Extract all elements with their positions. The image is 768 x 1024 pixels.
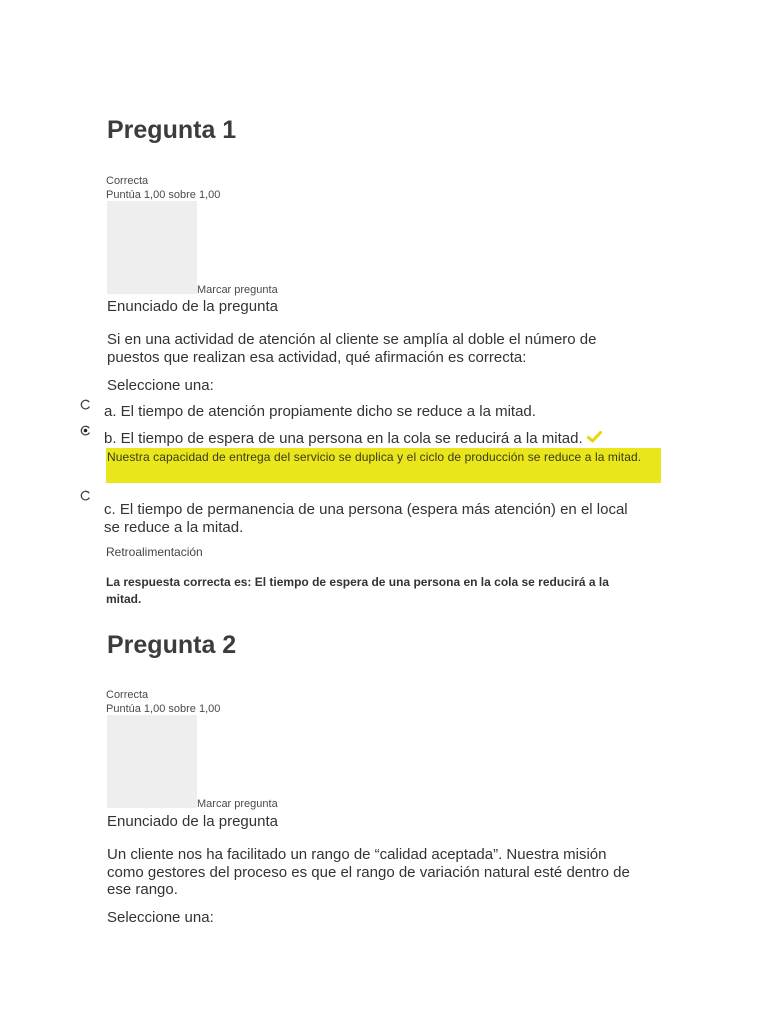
question-1-status: Correcta bbox=[106, 175, 149, 187]
question-1-score: Puntúa 1,00 sobre 1,00 bbox=[106, 189, 221, 201]
question-2-flag-image[interactable] bbox=[107, 715, 197, 808]
question-2-info bbox=[106, 688, 220, 716]
radio-empty-icon[interactable] bbox=[80, 399, 91, 410]
question-1-flag-image[interactable] bbox=[107, 201, 197, 294]
question-1-feedback-label: Retroalimentación bbox=[106, 545, 203, 559]
question-1-option-b[interactable] bbox=[104, 430, 602, 448]
question-1-correct-answer: La respuesta correcta es: El tiempo de espera de una persona en la cola se reducirá a la mitad. bbox=[106, 575, 609, 606]
question-1-option-b-label: b. El tiempo de espera de una persona en la cola se reducirá a la mitad. bbox=[104, 430, 583, 447]
question-1-flag-link[interactable]: Marcar pregunta bbox=[197, 284, 278, 296]
question-2-text: Un cliente nos ha facilitado un rango de “calidad aceptada”. Nuestra misión como gestores del proceso es que el rango de variación natural esté dentro de ese rango. bbox=[107, 846, 630, 898]
question-1-select-label: Seleccione una: bbox=[107, 377, 214, 394]
highlighted-specific-feedback: Nuestra capacidad de entrega del servicio se duplica y el ciclo de producción se reduce a la mitad. bbox=[106, 448, 661, 483]
question-1-text: Si en una actividad de atención al cliente se amplía al doble el número de puestos que realizan esa actividad, qué afirmación es correcta: bbox=[107, 331, 597, 366]
question-1-option-c[interactable]: c. El tiempo de permanencia de una persona (espera más atención) en el local se reduce a la mitad. bbox=[104, 501, 628, 536]
question-1-title: Pregunta 1 bbox=[107, 116, 237, 144]
question-2-select-label: Seleccione una: bbox=[107, 909, 214, 926]
question-2-flag-link[interactable]: Marcar pregunta bbox=[197, 798, 278, 810]
question-2-score: Puntúa 1,00 sobre 1,00 bbox=[106, 703, 221, 715]
question-2-statement-label: Enunciado de la pregunta bbox=[107, 813, 278, 830]
question-2-title: Pregunta 2 bbox=[107, 631, 237, 659]
question-1-info bbox=[106, 174, 220, 202]
radio-empty-icon[interactable] bbox=[80, 490, 91, 501]
radio-filled-icon[interactable] bbox=[80, 425, 91, 436]
question-1-option-a[interactable]: a. El tiempo de atención propiamente dicho se reduce a la mitad. bbox=[104, 403, 536, 420]
question-2-status: Correcta bbox=[106, 689, 149, 701]
question-1-statement-label: Enunciado de la pregunta bbox=[107, 298, 278, 315]
check-mark-icon bbox=[587, 430, 602, 447]
